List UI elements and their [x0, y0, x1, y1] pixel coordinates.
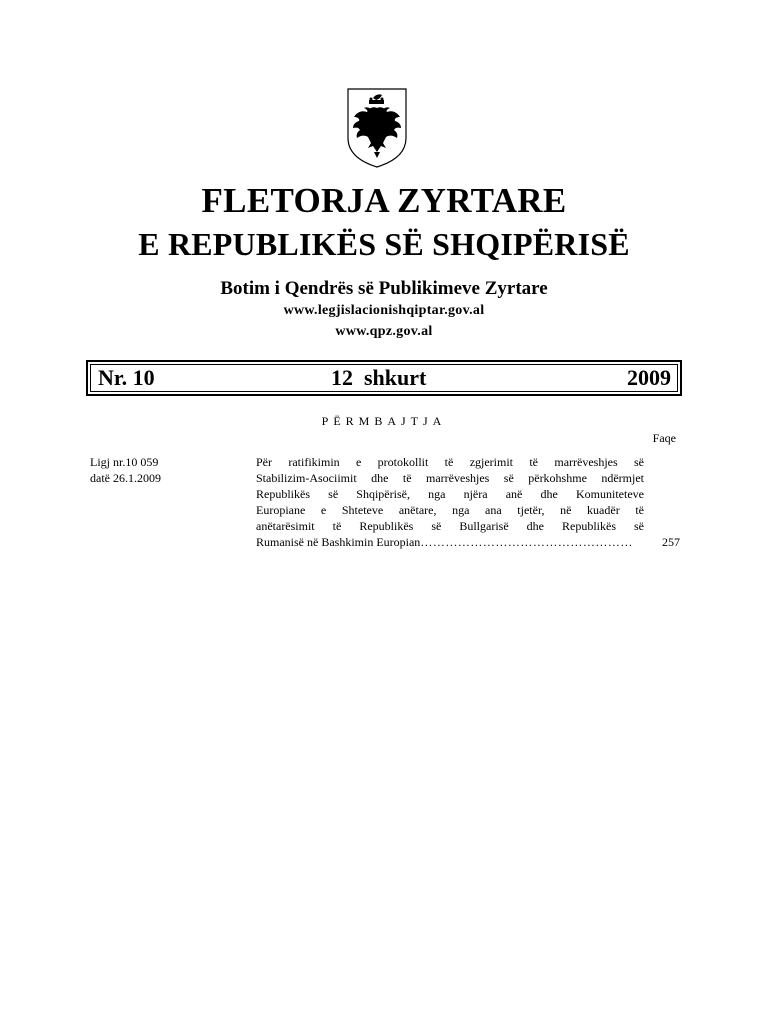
issue-number: Nr. 10	[98, 365, 155, 390]
issue-year: 2009	[627, 365, 671, 390]
page-column-label: Faqe	[652, 431, 676, 445]
dot-leader: ……………………………………………	[420, 535, 633, 549]
description-line: Republikës së Shqipërisë, nga njëra anë dhe Komuniteteve	[256, 487, 644, 501]
issue-info-inner	[90, 364, 678, 392]
description-line: Për ratifikimin e protokollit të zgjerimit të marrëveshjes së	[256, 455, 644, 469]
website-link-legislation[interactable]: www.legjislacionishqiptar.gov.al	[283, 303, 485, 318]
toc-entry-description[interactable]	[256, 454, 644, 550]
law-number: Ligj nr.10 059	[90, 455, 159, 469]
law-date: datë 26.1.2009	[90, 471, 161, 485]
toc-entry-law-reference	[90, 454, 161, 486]
coat-of-arms-icon	[345, 86, 409, 170]
description-line: Stabilizim-Asociimit dhe të marrëveshjes së përkohshme ndërmjet	[256, 471, 644, 485]
issue-info-box	[86, 360, 682, 396]
publication-title-line2: E REPUBLIKËS SË SHQIPËRISË	[138, 226, 630, 262]
website-link-qpz[interactable]: www.qpz.gov.al	[335, 324, 433, 339]
description-line: Rumanisë në Bashkimin Europian	[256, 535, 421, 549]
contents-heading: PËRMBAJTJA	[321, 414, 447, 428]
issue-date: 12 shkurt	[331, 365, 427, 390]
description-last-line	[256, 534, 644, 550]
toc-entry-page-number: 257	[662, 535, 680, 549]
publisher-line: Botim i Qendrës së Publikimeve Zyrtare	[220, 278, 548, 299]
description-line: Europiane e Shteteve anëtare, nga ana tjetër, në kuadër të	[256, 503, 644, 517]
publication-title-line1: FLETORJA ZYRTARE	[201, 181, 567, 220]
description-line: anëtarësimit të Republikës së Bullgarisë dhe Republikës së	[256, 519, 644, 533]
